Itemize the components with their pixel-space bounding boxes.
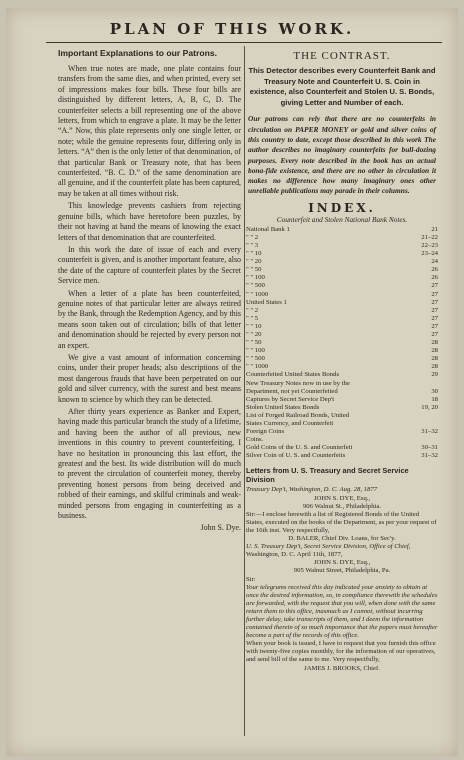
index-list bbox=[246, 226, 438, 461]
index-row bbox=[246, 242, 438, 250]
index-entry-page: 31–32 bbox=[421, 452, 438, 460]
index-entry-page: 19, 20 bbox=[421, 403, 438, 411]
index-entry-page: 23–24 bbox=[421, 250, 438, 258]
index-row bbox=[246, 226, 438, 234]
index-entry-page: 27 bbox=[431, 314, 438, 322]
index-entry-page: 30–31 bbox=[421, 444, 438, 452]
index-row bbox=[246, 436, 438, 444]
index-entry-label: " " 500 bbox=[246, 282, 265, 290]
index-entry-page: 22–23 bbox=[421, 241, 438, 249]
right-column bbox=[242, 46, 442, 673]
index-entry-label: " " 1000 bbox=[246, 290, 269, 298]
index-row bbox=[246, 363, 438, 371]
index-entry-label: Stolen United States Bonds bbox=[246, 403, 320, 411]
paragraph: When true notes are made, one plate contains four transfers from the same dies, and when printed, every set of impressions makes four bills. These four bills are distinguished by different letters, A, B, C, D. The counterfeiter selects a bill representing one of the above letters, from which to engrave a plate. It may be the letter “A.” Now, this plate represents only one single letter, or note; while the genuine represents four, differing only in letters. “A” then is the only letter of that denomination, of that particular Bank or Treasury note, that has been counterfeited. “B. C. D.” of the same denomination are all genuine, and if the counterfeit plate has been captured, may be taken at all times without risk. bbox=[58, 64, 241, 198]
document-page bbox=[6, 8, 458, 756]
index-entry-page: 27 bbox=[431, 290, 438, 298]
letter-line: Sir: bbox=[246, 575, 256, 583]
index-entry-page: 18 bbox=[431, 395, 438, 403]
letter-line: 906 Walnut St., Philadelphia. bbox=[302, 502, 382, 510]
index-entry-label: Counterfeited United States Bonds bbox=[246, 371, 340, 379]
index-entry-label: " " 10 bbox=[246, 322, 262, 330]
index-row bbox=[246, 428, 438, 436]
index-entry-page: 29 bbox=[431, 371, 438, 379]
index-entry-page: 28 bbox=[431, 347, 438, 355]
index-entry-label: " " 5 bbox=[246, 314, 259, 322]
letter-line: JOHN S. DYE, Esq., bbox=[313, 559, 371, 567]
index-row bbox=[246, 420, 438, 428]
index-row bbox=[246, 347, 438, 355]
index-entry-page: 31–32 bbox=[421, 428, 438, 436]
index-entry-page: 28 bbox=[431, 339, 438, 347]
index-entry-page: 21 bbox=[431, 225, 438, 233]
index-row bbox=[246, 258, 438, 266]
index-row bbox=[246, 323, 438, 331]
index-entry-page: 27 bbox=[431, 306, 438, 314]
index-entry-page: 27 bbox=[431, 322, 438, 330]
index-entry-label: States Currency, and Counterfeit bbox=[246, 420, 334, 427]
paragraph: In this work the date of issue of each and every counterfeit is given, and is another important feature, also the date of the capture of counterfeit plates by the Secret Service men. bbox=[58, 244, 241, 286]
title-rule bbox=[46, 42, 442, 43]
index-row bbox=[246, 282, 438, 290]
index-entry-page: 30 bbox=[431, 387, 438, 395]
index-row bbox=[246, 355, 438, 363]
index-entry-label: " " 2 bbox=[246, 233, 259, 241]
index-entry-page: 28 bbox=[431, 355, 438, 363]
paragraph: We give a vast amount of information concerning coins, under their proper heads; also descriptions of the most dangerous frauds that have been perpetrated on our gold and silver currency, with the surest and best means known to science by which they can be detected. bbox=[58, 352, 241, 404]
letter-line: U. S. Treasury Dep't, Secret Service Division, Office of Chief, bbox=[246, 543, 411, 551]
index-row bbox=[246, 291, 438, 299]
contrast-title: THE CONTRAST. bbox=[293, 50, 391, 62]
index-row bbox=[246, 234, 438, 242]
index-entry-page: 21–22 bbox=[421, 233, 438, 241]
index-entry-label: " " 20 bbox=[246, 258, 262, 266]
paragraph: This knowledge prevents cashiers from rejecting genuine bills, which have heretofore been puzzles, by their not having at hand the means of knowing the exact letters of that denomination that are counterfeited. bbox=[58, 201, 241, 242]
contrast-body: This Detector describes every Counterfeit Bank and Treasury Note and Counterfeit U. S. Coin in existence, also Counterfeit and Stolen U. S. Bonds, giving Letter and Number of each. bbox=[248, 66, 436, 107]
index-entry-label: Captures by Secret Service Dep't bbox=[246, 395, 335, 403]
index-entry-label: " " 3 bbox=[246, 241, 259, 249]
paragraph: After thirty years experience as Banker and Expert, having made this particular branch the study of a lifetime, and having been the author of all previous, new inventions in this country to prevent counterfeiting, I have no hesitation in pronouncing this last effort, the greatest and the best. Its wide distribution will do much to prevent the circulation of counterfeit money, thereby preventing honest persons from being deceived and robbed of their earnings, and skilful criminals and weak-minded persons from engaging in counterfeiting as a business. bbox=[58, 407, 241, 521]
index-entry-label: Silver Coin of U. S. and Counterfeits bbox=[246, 452, 346, 460]
index-entry-label: New Treasury Notes now in use by the bbox=[246, 379, 350, 387]
letter-line: Sir:—I enclose herewith a list of Registered Bonds of the United States, executed on the books of the Department, as per your request of the 16th inst. Very respectfully, bbox=[246, 510, 437, 534]
index-entry-label: United States 1 bbox=[246, 298, 287, 306]
page-title: PLAN OF THIS WORK. bbox=[109, 20, 355, 38]
index-entry-label: " " 100 bbox=[246, 274, 265, 282]
letter-line: D. BALER, Chief Div. Loans, for Sec'y. bbox=[288, 535, 396, 543]
index-entry-label: " " 500 bbox=[246, 355, 265, 363]
letter-line: Treasury Dep't, Washington, D. C. Aug. 28, 1877 bbox=[246, 486, 378, 494]
index-entry-label: " " 50 bbox=[246, 266, 262, 274]
index-entry-page: 26 bbox=[431, 266, 438, 274]
index-row bbox=[246, 396, 438, 404]
index-row bbox=[246, 412, 438, 420]
index-row bbox=[246, 299, 438, 307]
index-entry-label: List of Forged Railroad Bonds, United bbox=[246, 411, 350, 419]
index-row bbox=[246, 404, 438, 412]
index-row bbox=[246, 339, 438, 347]
index-subtitle: Counterfeit and Stolen National Bank Notes. bbox=[276, 214, 408, 224]
index-entry-page: 26 bbox=[431, 274, 438, 282]
letter-line: Your telegrams received this day indicated your anxiety to obtain at once the desired information, so, in compliance therewith the schedules are forwarded, with the request that you will, when done with the same return them to this office, inasmuch as I cannot, without incurring further delay, take transcripts of them, and I deem the information contained therein of so much importance that the papers must hereafter become a part of the records of this office. bbox=[246, 583, 438, 640]
index-entry-label: Foreign Coins bbox=[246, 428, 285, 436]
index-entry-page: 27 bbox=[431, 282, 438, 290]
index-entry-label: " " 2 bbox=[246, 306, 259, 314]
left-column bbox=[58, 46, 241, 532]
index-entry-label: Gold Coins of the U. S. and Counterfeit bbox=[246, 444, 353, 452]
index-row bbox=[246, 331, 438, 339]
letter-line: JAMES J. BROOKS, Chief. bbox=[304, 664, 380, 672]
paragraph: When a letter of a plate has been counterfeited, genuine notes of that particular letter are always retired by the Bank, through the Redemption Agency, and by this means soon taken out of circulation; bills of that letter and denomination should be rejected by every person not an expert. bbox=[58, 288, 241, 350]
index-entry-page: 27 bbox=[431, 330, 438, 338]
index-row bbox=[246, 452, 438, 460]
letters-heading: Letters from U. S. Treasury and Secret Service Division bbox=[246, 466, 409, 485]
index-row bbox=[246, 307, 438, 315]
index-entry-label: National Bank 1 bbox=[246, 225, 290, 233]
index-entry-page: 24 bbox=[431, 258, 438, 266]
left-heading: Important Explanations to our Patrons. bbox=[58, 48, 217, 58]
index-entry-label: " " 100 bbox=[246, 347, 265, 355]
index-entry-label: Coins. bbox=[246, 436, 264, 444]
index-row bbox=[246, 388, 438, 396]
index-entry-label: " " 10 bbox=[246, 250, 262, 258]
letter-line: When your book is issued, I have to request that you furnish this office with twenty-five copies monthly, for the information of our operatives, and send bill of the same to me. Very respectfully, bbox=[246, 640, 436, 664]
index-row bbox=[246, 274, 438, 282]
index-entry-page: 27 bbox=[431, 298, 438, 306]
author-signature: John S. Dye. bbox=[200, 523, 241, 533]
index-title: INDEX. bbox=[308, 200, 376, 215]
index-entry-label: " " 1000 bbox=[246, 363, 269, 371]
letter-line: JOHN S. DYE, Esq., bbox=[313, 494, 371, 502]
letters-body bbox=[246, 486, 438, 672]
index-row bbox=[246, 315, 438, 323]
index-entry-page: 28 bbox=[431, 363, 438, 371]
index-row bbox=[246, 380, 438, 388]
index-entry-label: " " 50 bbox=[246, 339, 262, 347]
index-entry-label: " " 20 bbox=[246, 330, 262, 338]
patrons-notice: Our patrons can rely that there are no counterfeits in circulation on PAPER MONEY or gold and silver coins of this country to date, except those described in this work The author describes no imaginary counterfeits for bull-dozing purposes. Every note described in the book has an actual bona-fide existence, and there are no other in circulation it makes no difference how many imaginary ones other unreliable publications may parade in their columns. bbox=[248, 114, 436, 196]
index-row bbox=[246, 371, 438, 379]
letter-line: 905 Walnut Street, Philadelphia, Pa. bbox=[293, 567, 391, 575]
index-row bbox=[246, 250, 438, 258]
letter-line: Washington, D. C. April 11th, 1877, bbox=[246, 551, 343, 559]
index-entry-label: Department, not yet Counterfeited bbox=[246, 387, 338, 395]
index-row bbox=[246, 266, 438, 274]
index-row bbox=[246, 444, 438, 452]
